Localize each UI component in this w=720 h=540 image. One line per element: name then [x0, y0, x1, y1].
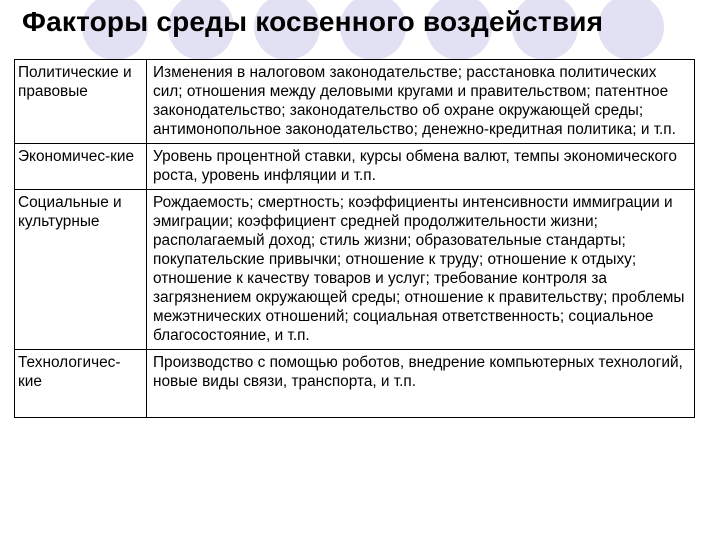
- factors-table: [14, 59, 695, 418]
- category-cell: Социальные и культурные: [15, 190, 147, 350]
- table-row: [15, 144, 695, 190]
- table-row: [15, 60, 695, 144]
- category-cell: Политические и правовые: [15, 60, 147, 144]
- page-title: Факторы среды косвенного воздействия: [22, 6, 604, 37]
- category-cell: Технологичес-кие: [15, 350, 147, 418]
- description-cell: Уровень процентной ставки, курсы обмена валют, темпы экономического роста, уровень инфляции и т.п.: [147, 144, 695, 190]
- description-cell: Производство с помощью роботов, внедрение компьютерных технологий, новые виды связи, транспорта, и т.п.: [147, 350, 695, 418]
- description-cell: Рождаемость; смертность; коэффициенты интенсивности иммиграции и эмиграции; коэффициент средней продолжительности жизни; располагаемый доход; стиль жизни; образовательные стандарты; покупательские привычки; отношение к труду; отношение к отдыху; отношение к качеству товаров и услуг; требование контроля за загрязнением окружающей среды; отношение к правительству; проблемы межэтнических отношений; социальная ответственность; социальное благосостояние, и т.п.: [147, 190, 695, 350]
- table-row: [15, 190, 695, 350]
- category-cell: Экономичес-кие: [15, 144, 147, 190]
- description-cell: Изменения в налоговом законодательстве; расстановка политических сил; отношения между деловыми кругами и правительством; патентное законодательство; законодательство об охране окружающей среды; антимонопольное законодательство; денежно-кредитная политика; и т.п.: [147, 60, 695, 144]
- table-row: [15, 350, 695, 418]
- decorative-circle: [598, 0, 664, 60]
